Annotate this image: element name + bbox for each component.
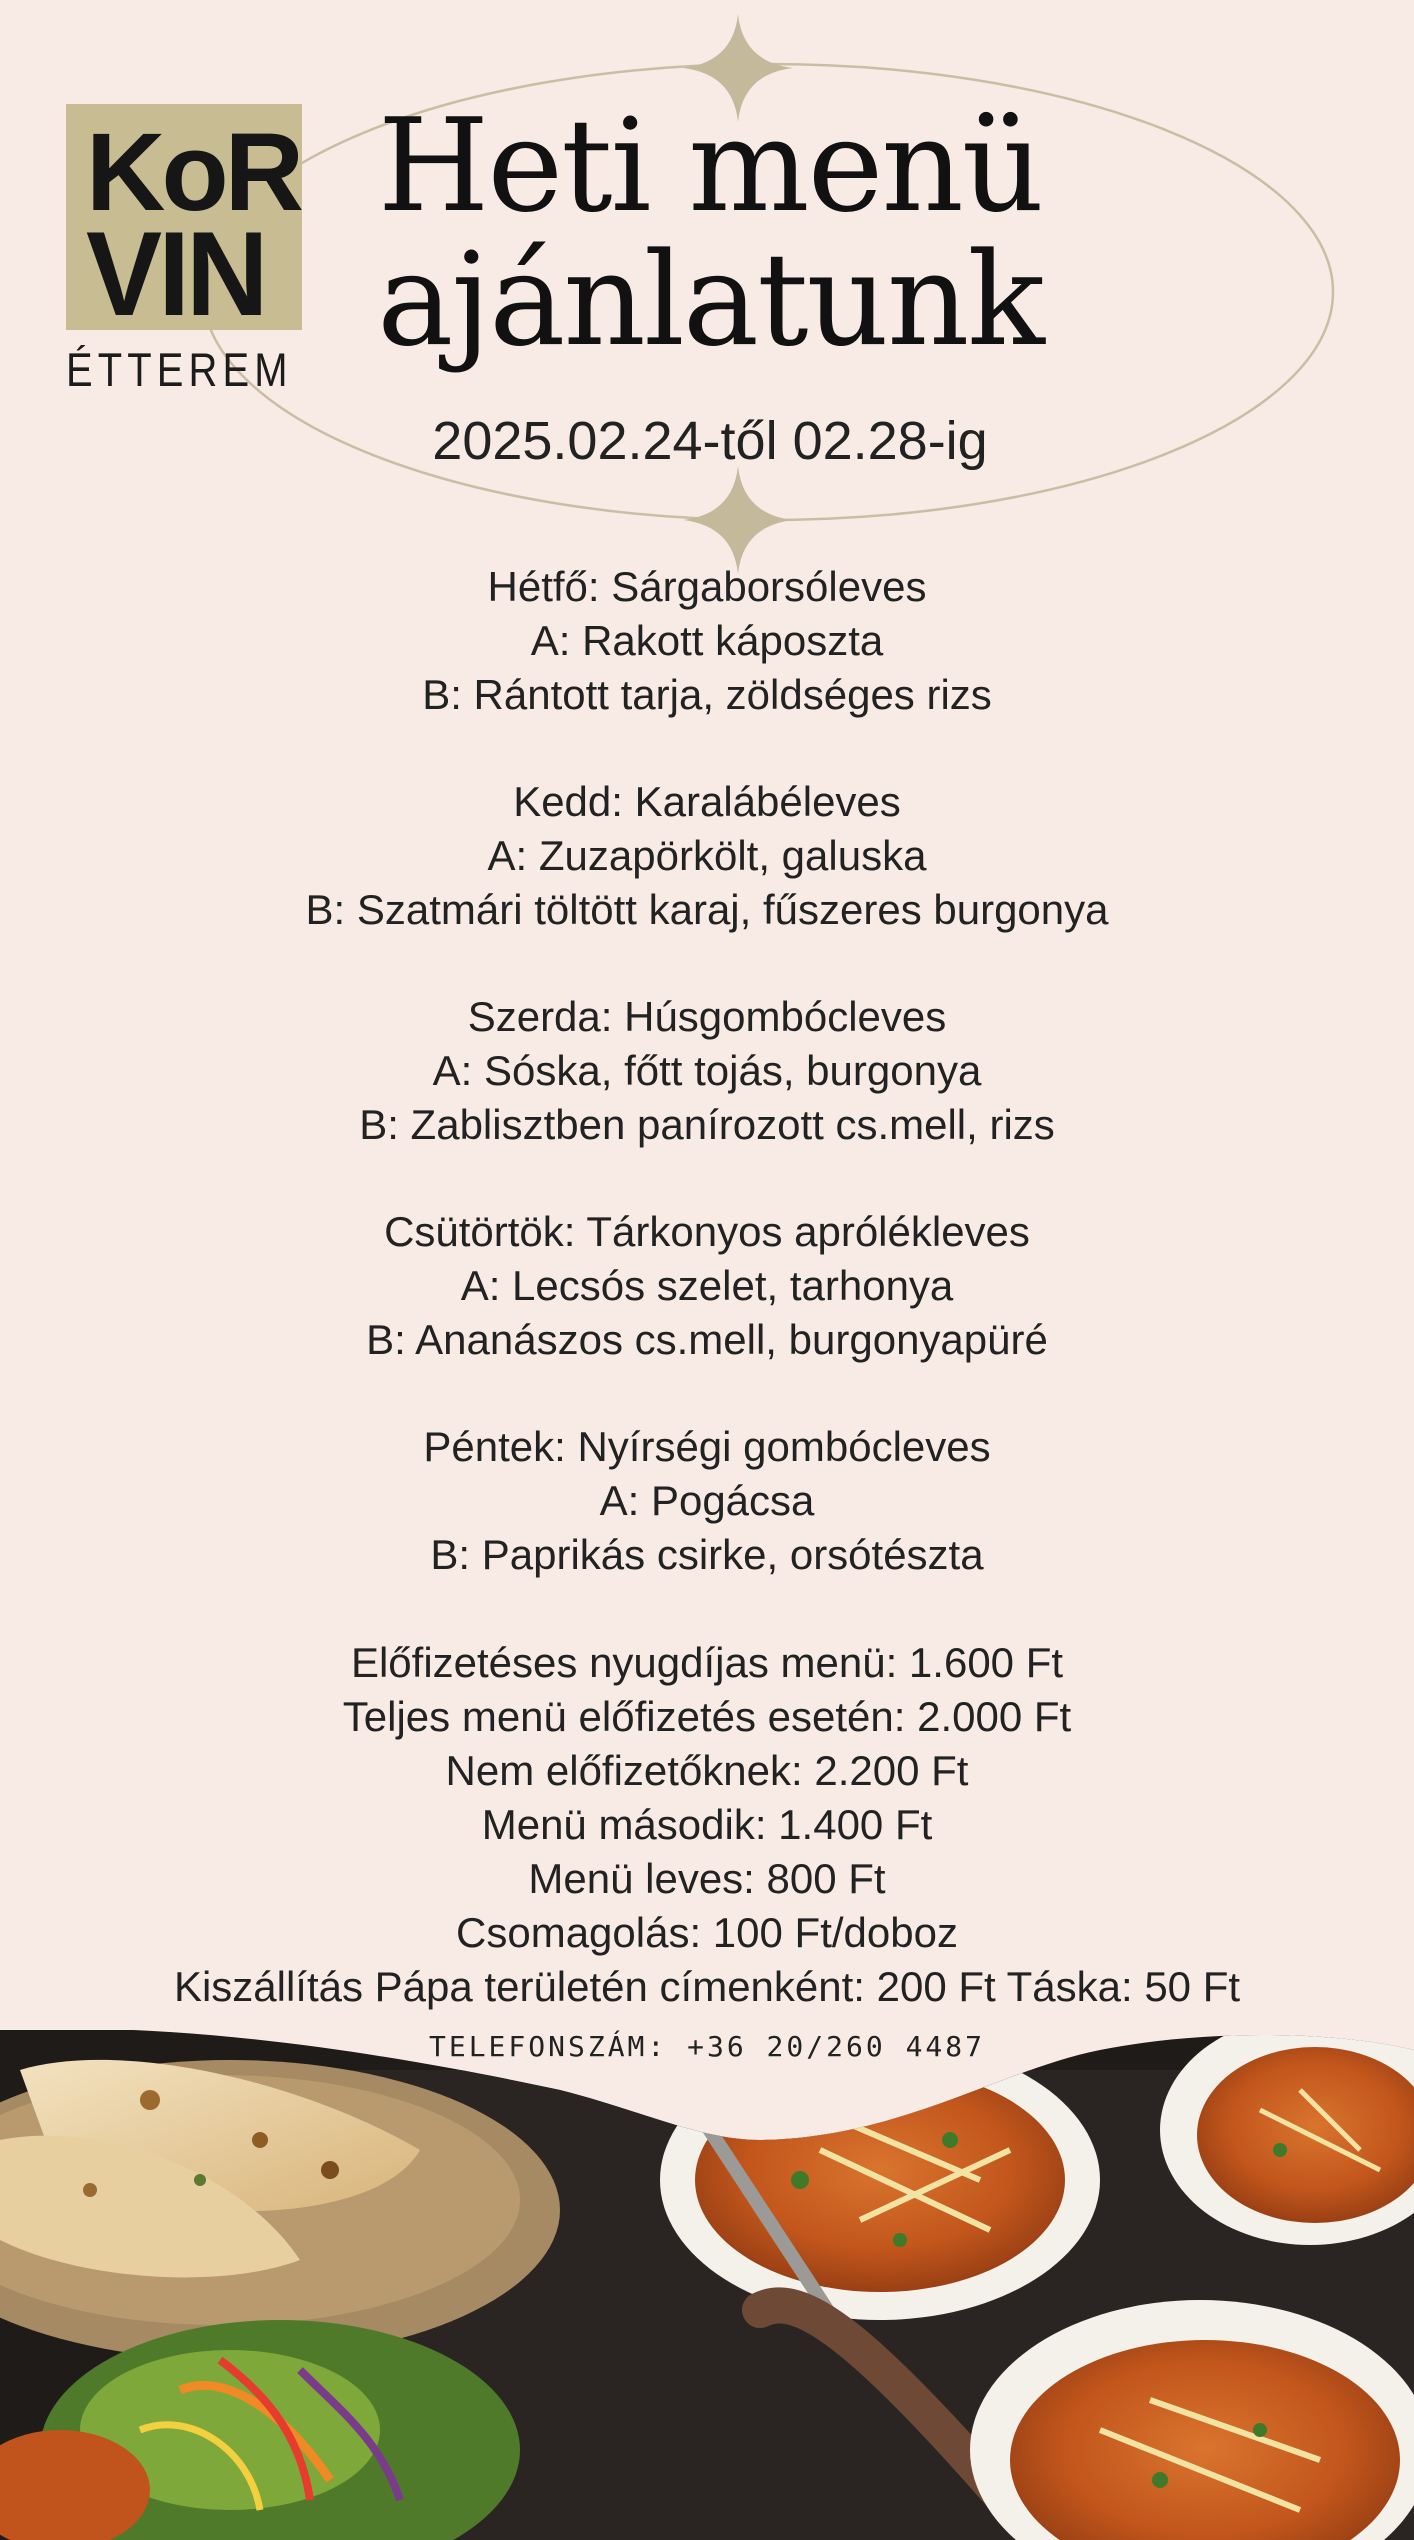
menu-day-monday [0, 560, 1414, 722]
price-line: Előfizetéses nyugdíjas menü: 1.600 Ft [350, 1639, 1064, 1686]
price-line: Menü leves: 800 Ft [528, 1855, 886, 1902]
food-photo [0, 2030, 1414, 2540]
option-a-line: A: Lecsós szelet, tarhonya [460, 1262, 954, 1309]
option-b-line: B: Rántott tarja, zöldséges rizs [422, 671, 992, 718]
price-line: Teljes menü előfizetés esetén: 2.000 Ft [342, 1693, 1072, 1740]
price-list [0, 1636, 1414, 2014]
soup-line: Szerda: Húsgombócleves [467, 993, 947, 1040]
bottom-sparkle-icon [683, 466, 793, 574]
price-line: Kiszállítás Pápa területén címenként: 200 Ft Táska: 50 Ft [173, 1963, 1241, 2010]
option-a-line: A: Rakott káposzta [530, 617, 884, 664]
logo-subtitle: ÉTTEREM [66, 343, 293, 396]
phone-number: TELEFONSZÁM: +36 20/260 4487 [428, 2030, 985, 2063]
logo-line-1: KoR [86, 111, 301, 234]
soup-line: Kedd: Karalábéleves [513, 778, 901, 825]
option-a-line: A: Sóska, főtt tojás, burgonya [432, 1047, 982, 1094]
price-line: Nem előfizetőknek: 2.200 Ft [445, 1747, 969, 1794]
menu-day-wednesday [0, 990, 1414, 1152]
option-b-line: B: Paprikás csirke, orsótészta [430, 1531, 984, 1578]
weekly-menu [0, 560, 1414, 1635]
korvin-logo [66, 104, 306, 394]
option-a-line: A: Zuzapörkölt, galuska [487, 832, 927, 879]
soup-line: Péntek: Nyírségi gombócleves [423, 1423, 991, 1470]
soup-line: Csütörtök: Tárkonyos aprólékleves [384, 1208, 1030, 1255]
title-line-1: Heti menü [377, 92, 1043, 241]
soup-line: Hétfő: Sárgaborsóleves [487, 563, 927, 610]
option-b-line: B: Szatmári töltött karaj, fűszeres burgonya [305, 886, 1109, 933]
title-line-2: ajánlatunk [377, 226, 1043, 375]
price-line: Csomagolás: 100 Ft/doboz [456, 1909, 958, 1956]
option-b-line: B: Ananászos cs.mell, burgonyapüré [366, 1316, 1048, 1363]
option-a-line: A: Pogácsa [599, 1477, 815, 1524]
option-b-line: B: Zablisztben panírozott cs.mell, rizs [359, 1101, 1055, 1148]
menu-day-tuesday [0, 775, 1414, 937]
logo-line-2: VIN [86, 207, 265, 341]
menu-day-friday [0, 1420, 1414, 1582]
menu-day-thursday [0, 1205, 1414, 1367]
date-range: 2025.02.24-től 02.28-ig [432, 411, 988, 471]
logo-box [66, 104, 302, 341]
page-title [310, 92, 1110, 375]
price-line: Menü második: 1.400 Ft [481, 1801, 933, 1848]
